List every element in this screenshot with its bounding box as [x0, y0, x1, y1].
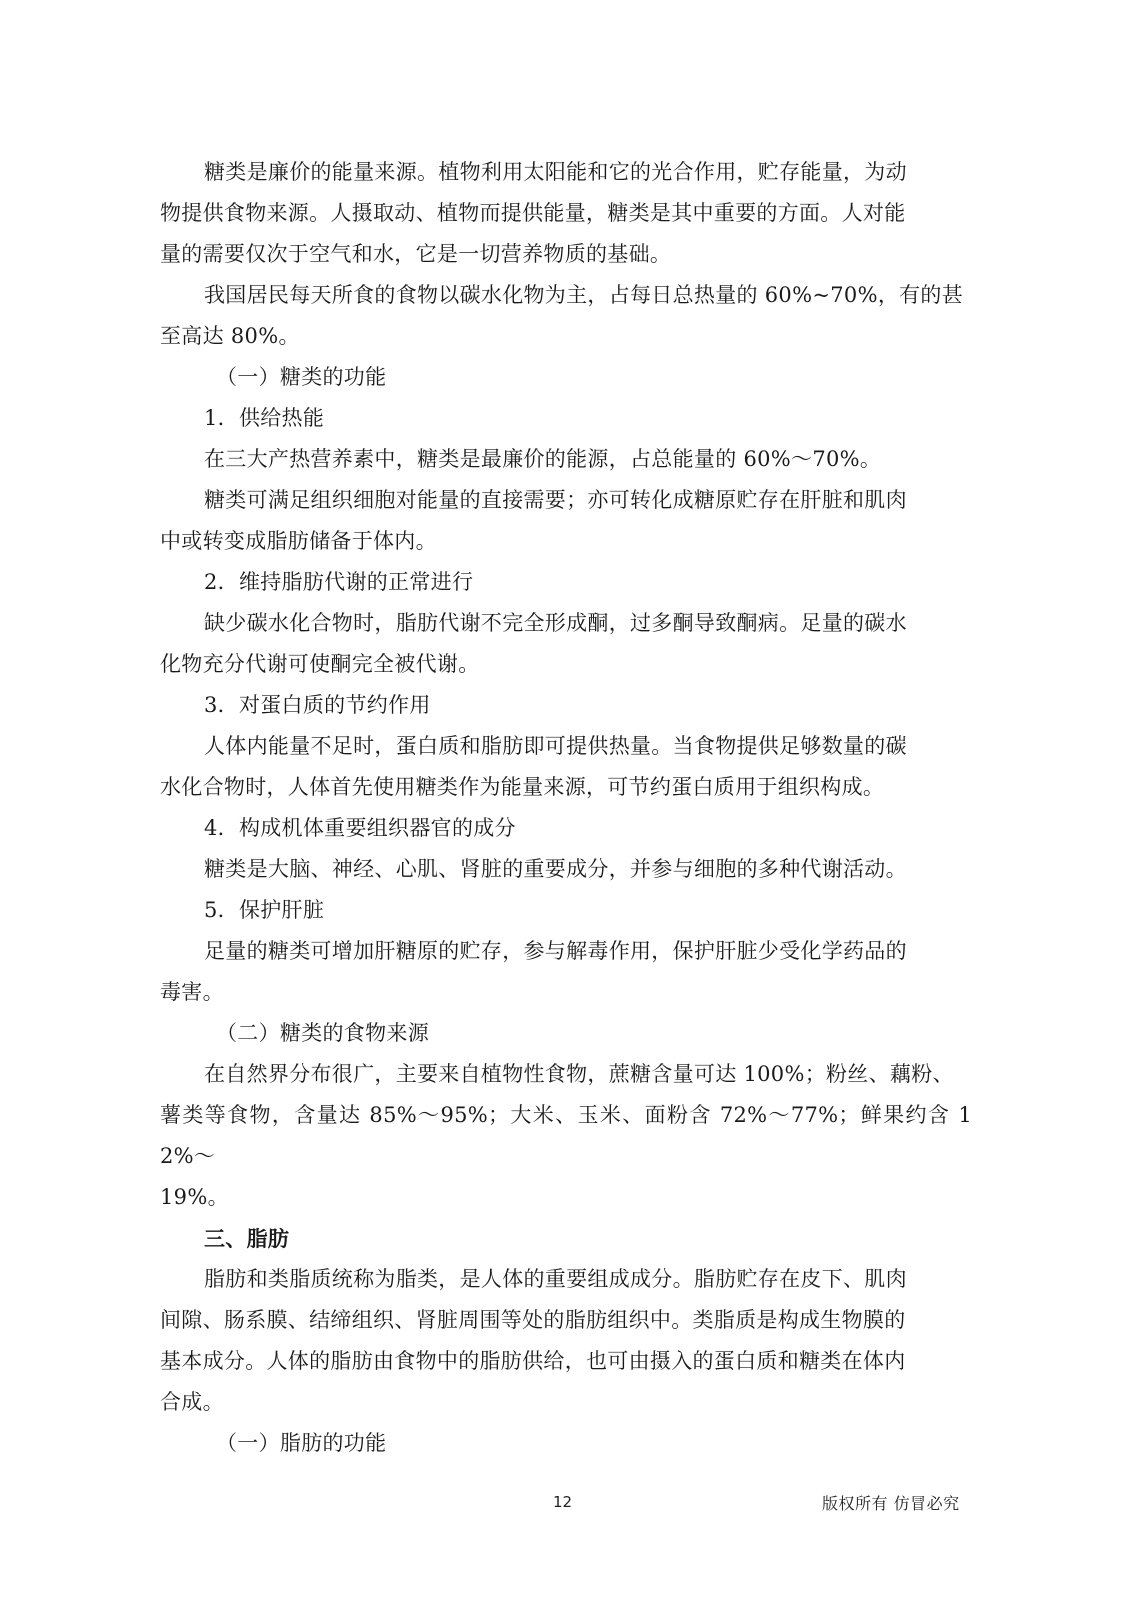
section-heading-carb-functions: （一）糖类的功能 — [216, 365, 387, 389]
paragraph-tissue-component: 糖类是大脑、神经、心肌、肾脏的重要成分，并参与细胞的多种代谢活动。 — [204, 857, 907, 881]
copyright-notice: 版权所有 仿冒必究 — [822, 1494, 960, 1513]
page-number: 12 — [553, 1493, 573, 1511]
body-text — [160, 152, 972, 1464]
section-heading-carb-food-sources: （二）糖类的食物来源 — [216, 1021, 429, 1045]
item-heading-liver-protection: 5．保护肝脏 — [204, 898, 325, 922]
section-heading-fat-functions: （一）脂肪的功能 — [216, 1431, 387, 1455]
chapter-heading-fat: 三、脂肪 — [204, 1226, 290, 1251]
item-heading-tissue-component: 4．构成机体重要组织器官的成分 — [204, 816, 516, 840]
paragraph-glycogen: 糖类可满足组织细胞对能量的直接需要；亦可转化成糖原贮存在肝脏和肌肉 中或转变成脂肪储备于体内。 — [160, 488, 907, 553]
item-heading-fat-metabolism: 2．维持脂肪代谢的正常进行 — [204, 570, 474, 594]
paragraph-protein-sparing: 人体内能量不足时，蛋白质和脂肪即可提供热量。当食物提供足够数量的碳 水化合物时，人体首先使用糖类作为能量来源，可节约蛋白质用于组织构成。 — [160, 734, 907, 799]
paragraph-fat-metabolism: 缺少碳水化合物时，脂肪代谢不完全形成酮，过多酮导致酮病。足量的碳水 化物充分代谢可使酮完全被代谢。 — [160, 611, 907, 676]
paragraph-liver-protection: 足量的糖类可增加肝糖原的贮存，参与解毒作用，保护肝脏少受化学药品的 毒害。 — [160, 939, 907, 1004]
item-heading-protein-sparing: 3．对蛋白质的节约作用 — [204, 693, 431, 717]
paragraph-diet-share: 我国居民每天所食的食物以碳水化物为主，占每日总热量的 60%~70%，有的甚 至高达 80%。 — [160, 283, 964, 348]
paragraph-lipids: 脂肪和类脂质统称为脂类，是人体的重要组成成分。脂肪贮存在皮下、肌肉 间隙、肠系膜、结缔组织、肾脏周围等处的脂肪组织中。类脂质是构成生物膜的 基本成分。人体的脂肪由食物中的脂肪供给，也可由摄入的蛋白质和糖类在体内 合成。 — [160, 1267, 907, 1414]
item-heading-heat-supply: 1．供给热能 — [204, 406, 325, 430]
paragraph-heat-supply: 在三大产热营养素中，糖类是最廉价的能源，占总能量的 60%～70%。 — [204, 447, 882, 471]
paragraph-food-sources: 在自然界分布很广，主要来自植物性食物，蔗糖含量可达 100%；粉丝、藕粉、 薯类等食物，含量达 85%～95%；大米、玉米、面粉含 72%～77%；鲜果约含 12%～ 19%。 — [160, 1062, 972, 1209]
paragraph-energy-source: 糖类是廉价的能量来源。植物利用太阳能和它的光合作用，贮存能量，为动 物提供食物来源。人摄取动、植物而提供能量，糖类是其中重要的方面。人对能 量的需要仅次于空气和水，它是一切营养物质的基础。 — [160, 160, 907, 266]
